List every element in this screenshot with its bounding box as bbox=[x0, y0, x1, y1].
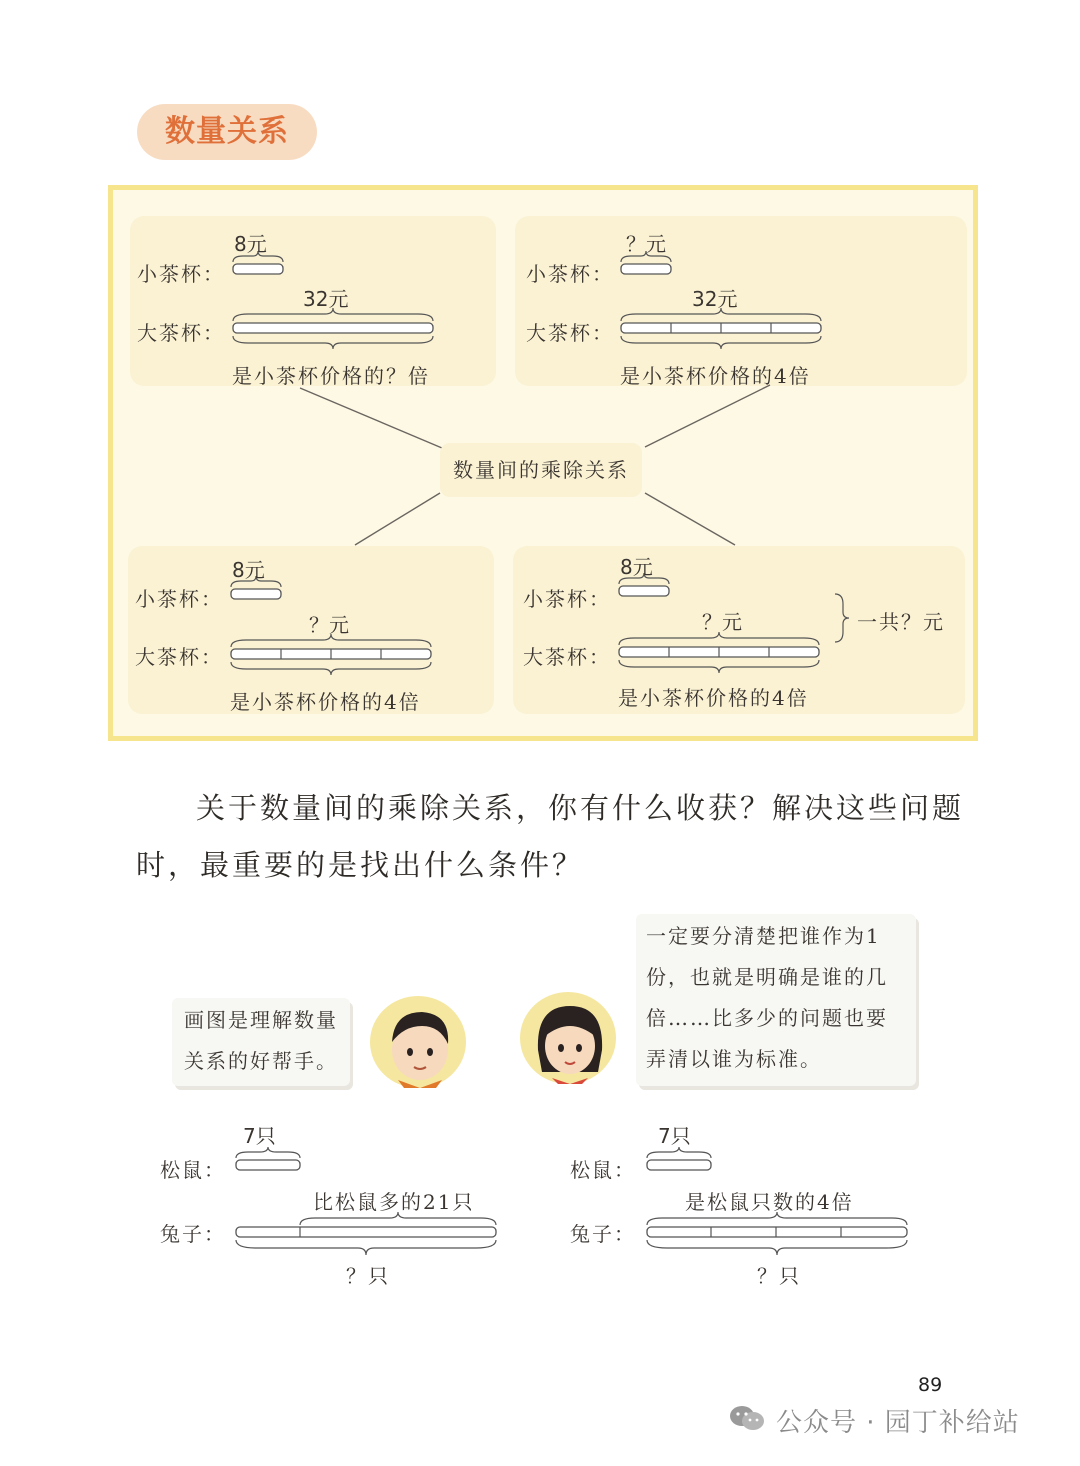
connector-line bbox=[355, 493, 440, 545]
big-cup-label: 大茶杯： bbox=[523, 645, 611, 669]
boy-avatar bbox=[370, 996, 466, 1088]
girl-bubble-line: 份，也就是明确是谁的几 bbox=[646, 965, 888, 989]
watermark-text: 公众号 · 园丁补给站 bbox=[776, 1408, 1020, 1438]
big-cup-value: ？元 bbox=[309, 613, 349, 637]
big-cup-label: 大茶杯： bbox=[526, 321, 614, 345]
squirrel-bar bbox=[647, 1160, 711, 1170]
rabbit-label: 兔子： bbox=[160, 1222, 226, 1246]
question-line-1: 关于数量间的乘除关系，你有什么收获？解决这些问题 bbox=[196, 791, 965, 825]
rabbit-bar bbox=[236, 1227, 496, 1237]
rabbit-bar bbox=[647, 1227, 907, 1237]
squirrel-bar bbox=[236, 1160, 300, 1170]
small-cup-value: 8元 bbox=[232, 558, 265, 582]
rabbit-total-label: ？只 bbox=[757, 1264, 801, 1288]
card-caption: 是小茶杯价格的4倍 bbox=[618, 686, 809, 710]
big-cup-label: 大茶杯： bbox=[135, 645, 223, 669]
card-caption: 是小茶杯价格的4倍 bbox=[230, 690, 421, 714]
girl-speech-bubble bbox=[636, 914, 916, 1086]
big-cup-value: 32元 bbox=[303, 287, 349, 311]
small-cup-label: 小茶杯： bbox=[523, 587, 611, 611]
girl-avatar bbox=[520, 992, 616, 1084]
wechat-icon bbox=[728, 1404, 766, 1432]
small-cup-bar bbox=[233, 264, 283, 274]
rabbit-extra-label: 比松鼠多的21只 bbox=[313, 1190, 475, 1214]
small-cup-value: 8元 bbox=[620, 555, 653, 579]
girl-bubble-line: 倍……比多少的问题也要 bbox=[646, 1006, 888, 1030]
big-cup-bar bbox=[233, 323, 433, 333]
page-number: 89 bbox=[918, 1374, 943, 1396]
connector-line bbox=[300, 388, 442, 448]
small-cup-label: 小茶杯： bbox=[135, 587, 223, 611]
small-cup-label: 小茶杯： bbox=[137, 262, 225, 286]
rabbit-label: 兔子： bbox=[570, 1222, 636, 1246]
girl-bubble-line: 一定要分清楚把谁作为1 bbox=[646, 924, 881, 948]
small-cup-bar bbox=[621, 264, 671, 274]
girl-bubble-line: 弄清以谁为标准。 bbox=[646, 1047, 822, 1071]
big-cup-value: 32元 bbox=[692, 287, 738, 311]
small-cup-value: 8元 bbox=[234, 232, 267, 256]
boy-bubble-line: 画图是理解数量 bbox=[184, 1008, 338, 1032]
squirrel-value: 7只 bbox=[658, 1124, 691, 1148]
connector-line bbox=[645, 493, 735, 545]
card-caption: 是小茶杯价格的4倍 bbox=[620, 364, 811, 388]
connector-line bbox=[645, 385, 770, 447]
rabbit-times-label: 是松鼠只数的4倍 bbox=[685, 1190, 854, 1214]
small-cup-bar bbox=[231, 589, 281, 599]
question-line-2: 时，最重要的是找出什么条件？ bbox=[136, 848, 585, 882]
big-cup-value: ？元 bbox=[702, 610, 742, 634]
small-cup-bar bbox=[619, 586, 669, 596]
boy-bubble-line: 关系的好帮手。 bbox=[184, 1049, 338, 1073]
small-cup-value: ？元 bbox=[626, 232, 666, 256]
boy-speech-bubble bbox=[172, 998, 350, 1086]
total-label: 一共？元 bbox=[857, 610, 945, 634]
big-cup-label: 大茶杯： bbox=[137, 321, 225, 345]
section-title: 数量关系 bbox=[137, 104, 317, 160]
small-cup-label: 小茶杯： bbox=[526, 262, 614, 286]
squirrel-value: 7只 bbox=[243, 1124, 276, 1148]
card-caption: 是小茶杯价格的？倍 bbox=[232, 364, 430, 388]
squirrel-label: 松鼠： bbox=[570, 1158, 636, 1182]
center-label: 数量间的乘除关系 bbox=[440, 443, 642, 497]
rabbit-total-label: ？只 bbox=[346, 1264, 390, 1288]
squirrel-label: 松鼠： bbox=[160, 1158, 226, 1182]
